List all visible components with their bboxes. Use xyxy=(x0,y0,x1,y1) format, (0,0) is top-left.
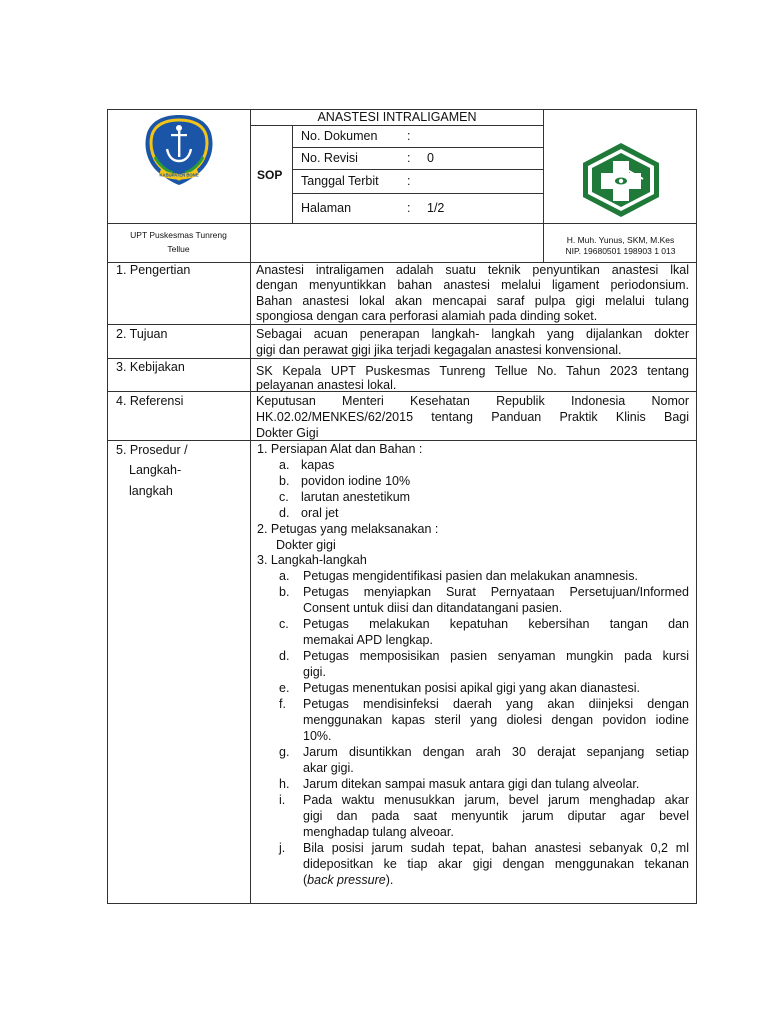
step-line: Pada waktu menusukkan jarum, bevel jarum menghadap akar xyxy=(303,793,689,807)
bahan-item: larutan anestetikum xyxy=(301,490,411,504)
signer-name: H. Muh. Yunus, SKM, M.Kes xyxy=(566,235,675,245)
section-label-prosedur-3: langkah xyxy=(129,484,173,498)
row-line-tanggal xyxy=(292,193,544,194)
petugas-value: Dokter gigi xyxy=(276,538,336,552)
tujuan-line: gigi dan perawat gigi jika terjadi kegagalan anastesi konvensional. xyxy=(256,343,622,357)
step-line: gigi. xyxy=(303,665,326,679)
section-label-prosedur-2: Langkah- xyxy=(129,463,182,477)
row-line-kebijakan xyxy=(107,391,697,392)
field-value-revisi: 0 xyxy=(427,151,434,165)
step-line-last xyxy=(303,872,393,888)
step-marker: b. xyxy=(279,585,290,599)
row-line-tujuan xyxy=(107,358,697,359)
document-title: ANASTESI INTRALIGAMEN xyxy=(317,110,477,124)
step-line: Petugas mengidentifikasi pasien dan melakukan anamnesis. xyxy=(303,569,638,583)
referensi-line: Keputusan Menteri Kesehatan Republik Indonesia Nomor xyxy=(256,394,689,408)
step-line: gigi dan pada saat menyuntik jarum diputar agar bevel xyxy=(303,809,689,823)
step-line: akar gigi. xyxy=(303,761,354,775)
bahan-marker: d. xyxy=(279,506,290,520)
bahan-item: kapas xyxy=(301,458,335,472)
column-divider-main xyxy=(250,109,251,904)
step-marker: g. xyxy=(279,745,290,759)
prosedur-heading-petugas: 2. Petugas yang melaksanakan : xyxy=(257,522,439,536)
row-line-revisi xyxy=(292,169,544,170)
bahan-marker: c. xyxy=(279,490,289,504)
bahan-marker: b. xyxy=(279,474,290,488)
section-label-tujuan: 2. Tujuan xyxy=(116,327,168,341)
step-line: Petugas memposisikan pasien senyaman mungkin pada kursi xyxy=(303,649,689,663)
step-marker: e. xyxy=(279,681,290,695)
section-label-pengertian: 1. Pengertian xyxy=(116,263,191,277)
step-line: Jarum disuntikkan dengan arah 30 derajat sepanjang setiap xyxy=(303,745,689,759)
row-line-title xyxy=(250,125,544,126)
field-value-halaman: 1/2 xyxy=(427,201,445,215)
kebijakan-line: pelayanan anastesi lokal. xyxy=(256,378,397,392)
bahan-item: povidon iodine 10% xyxy=(301,474,411,488)
step-line: menghadap tulang alveoar. xyxy=(303,825,454,839)
step-line: Jarum ditekan sampai masuk antara gigi dan tulang alveolar. xyxy=(303,777,640,791)
sop-document xyxy=(107,109,697,904)
field-sep-dokumen: : xyxy=(407,129,411,143)
step-line: menggunakan kapas steril yang diolesi dengan povidon iodine xyxy=(303,713,689,727)
row-line-dokumen xyxy=(292,147,544,148)
kebijakan-line: SK Kepala UPT Puskesmas Tunreng Tellue No. Tahun 2023 tentang xyxy=(256,364,689,378)
step-marker: j. xyxy=(279,841,286,855)
step-last-post: ). xyxy=(385,873,394,887)
signer-nip: NIP. 19680501 198903 1 013 xyxy=(565,246,676,256)
field-sep-tanggal: : xyxy=(407,174,411,188)
referensi-line: HK.02.02/MENKES/62/2015 tentang Panduan Praktik Klinis Bagi xyxy=(256,410,689,424)
pengertian-line: dengan menyuntikkan bahan anastesi melalui ligament periodonsium. xyxy=(256,278,689,292)
sop-label: SOP xyxy=(257,168,283,182)
section-label-kebijakan: 3. Kebijakan xyxy=(116,360,185,374)
field-label-dokumen: No. Dokumen xyxy=(301,129,378,143)
step-line: Bila posisi jarum sudah tepat, bahan anastesi sebanyak 0,2 ml xyxy=(303,841,689,855)
pengertian-line: Bahan anastesi lokal akan mencapai saraf pulpa gigi melalui tulang xyxy=(256,294,689,308)
table-border-bottom xyxy=(107,903,697,904)
row-line-pengertian xyxy=(107,324,697,325)
org-name-line1: UPT Puskesmas Tunreng xyxy=(130,230,227,240)
section-label-prosedur: 5. Prosedur / xyxy=(116,443,188,457)
step-line: Petugas melakukan kepatuhan kebersihan tangan dan xyxy=(303,617,689,631)
field-label-tanggal: Tanggal Terbit xyxy=(301,174,379,188)
pengertian-line: Anastesi intraligamen adalah suatu teknik penyuntikan anastesi lkal xyxy=(256,263,689,277)
field-sep-revisi: : xyxy=(407,151,411,165)
tujuan-line: Sebagai acuan penerapan langkah- langkah yang dijalankan dokter xyxy=(256,327,689,341)
step-line: Consent untuk diisi dan ditandatangani pasien. xyxy=(303,601,563,615)
prosedur-heading-langkah: 3. Langkah-langkah xyxy=(257,553,367,567)
step-line: 10%. xyxy=(303,729,332,743)
puskesmas-logo xyxy=(579,141,663,219)
bahan-marker: a. xyxy=(279,458,290,472)
step-line: memakai APD lengkap. xyxy=(303,633,433,647)
step-marker: h. xyxy=(279,777,290,791)
step-last-pre: ( xyxy=(303,873,308,887)
table-border-right xyxy=(696,109,697,904)
step-marker: d. xyxy=(279,649,290,663)
kabupaten-bone-logo xyxy=(141,113,217,187)
step-line: Petugas menentukan posisi apikal gigi yang akan dianastesi. xyxy=(303,681,641,695)
field-label-halaman: Halaman xyxy=(301,201,352,215)
step-marker: i. xyxy=(279,793,286,807)
section-label-referensi: 4. Referensi xyxy=(116,394,184,408)
pengertian-line: spongiosa dengan cara perforasi alamiah pada dinding soket. xyxy=(256,309,598,323)
org-name-line2: Tellue xyxy=(167,244,190,254)
prosedur-heading-bahan: 1. Persiapan Alat dan Bahan : xyxy=(257,442,423,456)
step-line: didepositkan ke tiap akar gigi dengan menggunakan tekanan xyxy=(303,857,689,871)
referensi-line: Dokter Gigi xyxy=(256,426,319,440)
row-line-header-mid xyxy=(107,223,697,224)
step-line: Petugas mendisinfeksi daerah yang akan diinjeksi dengan xyxy=(303,697,689,711)
step-marker: a. xyxy=(279,569,290,583)
table-border-left xyxy=(107,109,108,904)
bahan-item: oral jet xyxy=(301,506,339,520)
step-line: Petugas menyiapkan Surat Pernyataan Persetujuan/Informed xyxy=(303,585,689,599)
field-sep-halaman: : xyxy=(407,201,411,215)
logo-caption: KABUPATEN BONE xyxy=(159,172,199,178)
step-marker: f. xyxy=(279,697,286,711)
field-label-revisi: No. Revisi xyxy=(301,151,358,165)
step-last-italic: back pressure xyxy=(307,873,386,887)
sop-divider xyxy=(292,125,293,223)
step-marker: c. xyxy=(279,617,289,631)
